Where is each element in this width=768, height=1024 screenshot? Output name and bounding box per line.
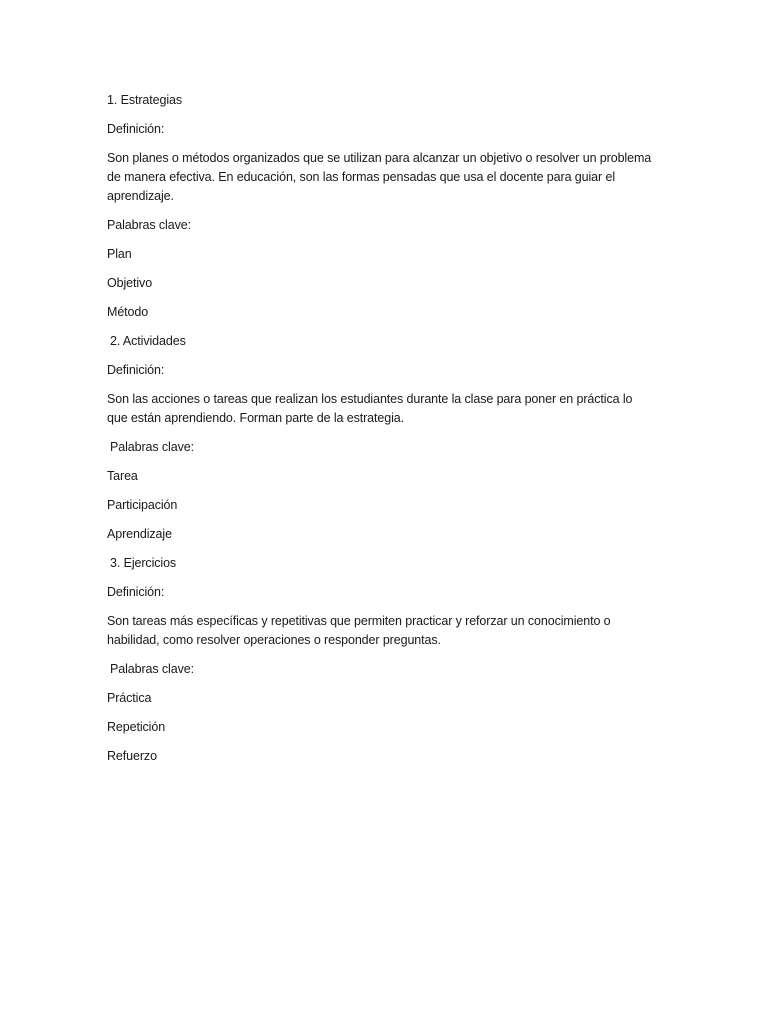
keyword-item: Plan xyxy=(107,247,132,261)
definition-text-estrategias: Son planes o métodos organizados que se utilizan para alcanzar un objetivo o resolver un problema de manera efectiva. En educación, son las formas pensadas que usa el docente para guiar el aprendizaje. xyxy=(107,151,652,203)
keyword-item: Aprendizaje xyxy=(107,527,172,541)
definition-label: Definición: xyxy=(107,363,165,377)
definition-text-ejercicios: Son tareas más específicas y repetitivas que permiten practicar y reforzar un conocimiento o habilidad, como resolver operaciones o responder preguntas. xyxy=(107,614,611,647)
document-body xyxy=(107,91,652,776)
keywords-label: Palabras clave: xyxy=(107,218,191,232)
section-heading-ejercicios: 3. Ejercicios xyxy=(110,556,177,570)
keyword-item: Objetivo xyxy=(107,276,153,290)
section-heading-estrategias: 1. Estrategias xyxy=(107,93,183,107)
keyword-item: Tarea xyxy=(107,469,138,483)
definition-label: Definición: xyxy=(107,585,165,599)
keyword-item: Método xyxy=(107,305,149,319)
keywords-label: Palabras clave: xyxy=(110,440,194,454)
keywords-label: Palabras clave: xyxy=(110,662,194,676)
keyword-item: Repetición xyxy=(107,720,166,734)
definition-label: Definición: xyxy=(107,122,165,136)
keyword-item: Práctica xyxy=(107,691,152,705)
section-heading-actividades: 2. Actividades xyxy=(110,334,186,348)
definition-text-actividades: Son las acciones o tareas que realizan los estudiantes durante la clase para poner en práctica lo que están aprendiendo. Forman parte de la estrategia. xyxy=(107,392,633,425)
keyword-item: Participación xyxy=(107,498,178,512)
keyword-item: Refuerzo xyxy=(107,749,157,763)
